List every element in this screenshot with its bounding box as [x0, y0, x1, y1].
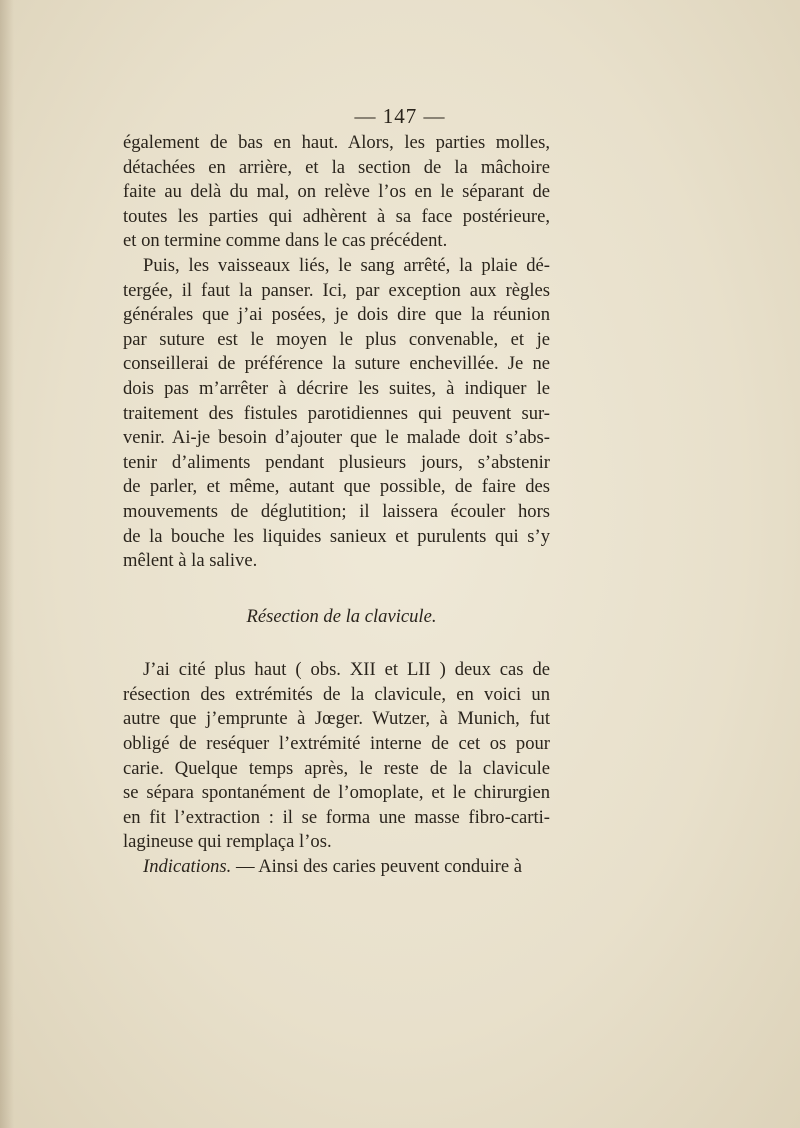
paragraph-4	[123, 855, 550, 880]
text-line: J’ai cité plus haut ( obs. XII et LII ) deux cas de	[143, 659, 550, 681]
text-line: également de bas en haut. Alors, les parties molles,	[123, 132, 550, 153]
text-line: conseillerai de préférence la suture enchevillée. Je ne	[123, 353, 550, 375]
text-line: mouvements de déglutition; il laissera écouler hors	[123, 500, 550, 522]
text-line: obligé de reséquer l’extrémité interne de cet os pour	[123, 733, 550, 755]
text-line: lagineuse qui remplaça l’os.	[123, 831, 332, 853]
text-line: dois pas m’arrêter à décrire les suites, à indiquer le	[123, 377, 550, 399]
paragraph-1	[123, 131, 550, 254]
page-number: — 147 —	[354, 104, 446, 128]
indications-label: Indications.	[143, 856, 232, 878]
body-text	[123, 131, 550, 880]
text-line: de la bouche les liquides sanieux et purulents qui s’y	[123, 525, 550, 547]
section-gap	[123, 574, 550, 605]
text-line: tenir d’aliments pendant plusieurs jours, s’abstenir	[123, 451, 550, 473]
text-line: tergée, il faut la panser. Ici, par exception aux règles	[123, 279, 550, 301]
text-line: Puis, les vaisseaux liés, le sang arrêté, la plaie dé-	[143, 254, 550, 276]
text-line: venir. Ai-je besoin d’ajouter que le malade doit s’abs-	[123, 427, 550, 449]
text-line: résection des extrémités de la clavicule, en voici un	[123, 683, 550, 705]
text-line: autre que j’emprunte à Jœger. Wutzer, à Munich, fut	[123, 708, 550, 730]
text-line: par suture est le moyen le plus convenable, et je	[123, 328, 550, 350]
em-dash: —	[231, 856, 259, 878]
paragraph-3	[123, 658, 550, 855]
text-line: en fit l’extraction : il se forma une masse fibro-carti-	[123, 806, 550, 828]
text-line: carie. Quelque temps après, le reste de la clavicule	[123, 757, 550, 779]
section-gap	[123, 629, 550, 658]
text-line: générales que j’ai posées, je dois dire que la réunion	[123, 304, 550, 326]
section-title: Résection de la clavicule.	[246, 605, 437, 627]
text-line: faite au delà du mal, on relève l’os en le séparant de	[123, 181, 550, 203]
text-line: détachées en arrière, et la section de la mâchoire	[123, 156, 550, 178]
text-line: toutes les parties qui adhèrent à sa face postérieure,	[123, 205, 550, 227]
page-spine-shadow	[0, 0, 14, 1128]
text-line: et on termine comme dans le cas précédent.	[123, 230, 448, 252]
text-line: traitement des fistules parotidiennes qui peuvent sur-	[123, 402, 550, 424]
text-line: de parler, et même, autant que possible, de faire des	[123, 476, 550, 498]
paragraph-4-text: Ainsi des caries peuvent conduire à	[258, 856, 523, 878]
text-line	[123, 855, 550, 880]
text-line: se sépara spontanément de l’omoplate, et le chirurgien	[123, 782, 550, 804]
paragraph-2	[123, 254, 550, 574]
text-line: mêlent à la salive.	[123, 550, 258, 572]
